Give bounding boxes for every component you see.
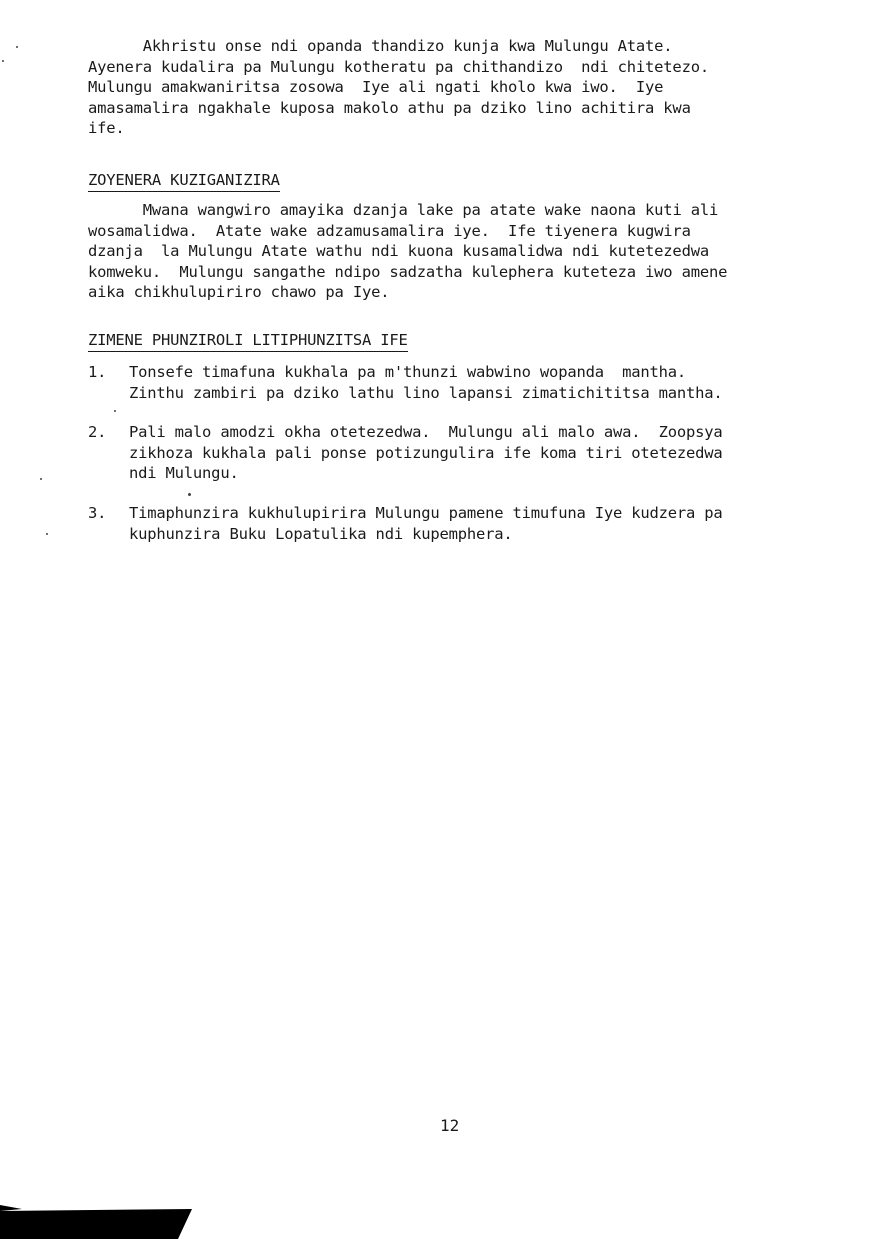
scan-speck — [46, 533, 48, 535]
list-item-text: Pali malo amodzi okha otetezedwa. Mulungu ali malo awa. Zoopsya zikhoza kukhala pali ponse potizungulira ife koma tiri otetezedwa ndi Mulungu. — [129, 423, 723, 482]
list-item-number: 2. — [88, 423, 107, 441]
section-heading-lessons: ZIMENE PHUNZIROLI LITIPHUNZITSA IFE — [88, 330, 408, 352]
list-item — [88, 362, 808, 403]
list-item-number: 3. — [88, 504, 107, 522]
intro-paragraph: Akhristu onse ndi opanda thandizo kunja kwa Mulungu Atate. Ayenera kudalira pa Mulungu kotheratu pa chithandizo ndi chitetezo. Mulungu amakwaniritsa zosowa Iye ali ngati kholo kwa iwo. Iye amasamalira ngakhale kuposa makolo athu pa dziko lino achitira kwa ife. — [88, 37, 709, 137]
list-item — [88, 503, 808, 544]
scan-speck — [188, 493, 191, 496]
section-heading-reflection: ZOYENERA KUZIGANIZIRA — [88, 170, 280, 192]
list-item-text: Timaphunzira kukhulupirira Mulungu pamene timufuna Iye kudzera pa kuphunzira Buku Lopatulika ndi kupemphera. — [129, 504, 723, 543]
list-item — [88, 422, 808, 484]
scan-speck — [40, 478, 42, 480]
page-number: 12 — [440, 1116, 460, 1135]
scan-speck — [114, 410, 116, 412]
scan-edge-mark — [0, 1199, 200, 1239]
scan-speck — [2, 60, 4, 62]
scan-speck — [16, 46, 18, 48]
reflection-paragraph: Mwana wangwiro amayika dzanja lake pa atate wake naona kuti ali wosamalidwa. Atate wake adzamusamalira iye. Ife tiyenera kugwira dzanja la Mulungu Atate wathu ndi kuona kusamalidwa ndi kutetezedwa komweku. Mulungu sangathe ndipo sadzatha kulephera kuteteza iwo amene aika chikhulupiriro chawo pa Iye. — [88, 201, 728, 301]
list-item-text: Tonsefe timafuna kukhala pa m'thunzi wabwino wopanda mantha. Zinthu zambiri pa dziko lathu lino lapansi zimatichititsa mantha. — [129, 363, 723, 402]
list-item-number: 1. — [88, 363, 107, 381]
